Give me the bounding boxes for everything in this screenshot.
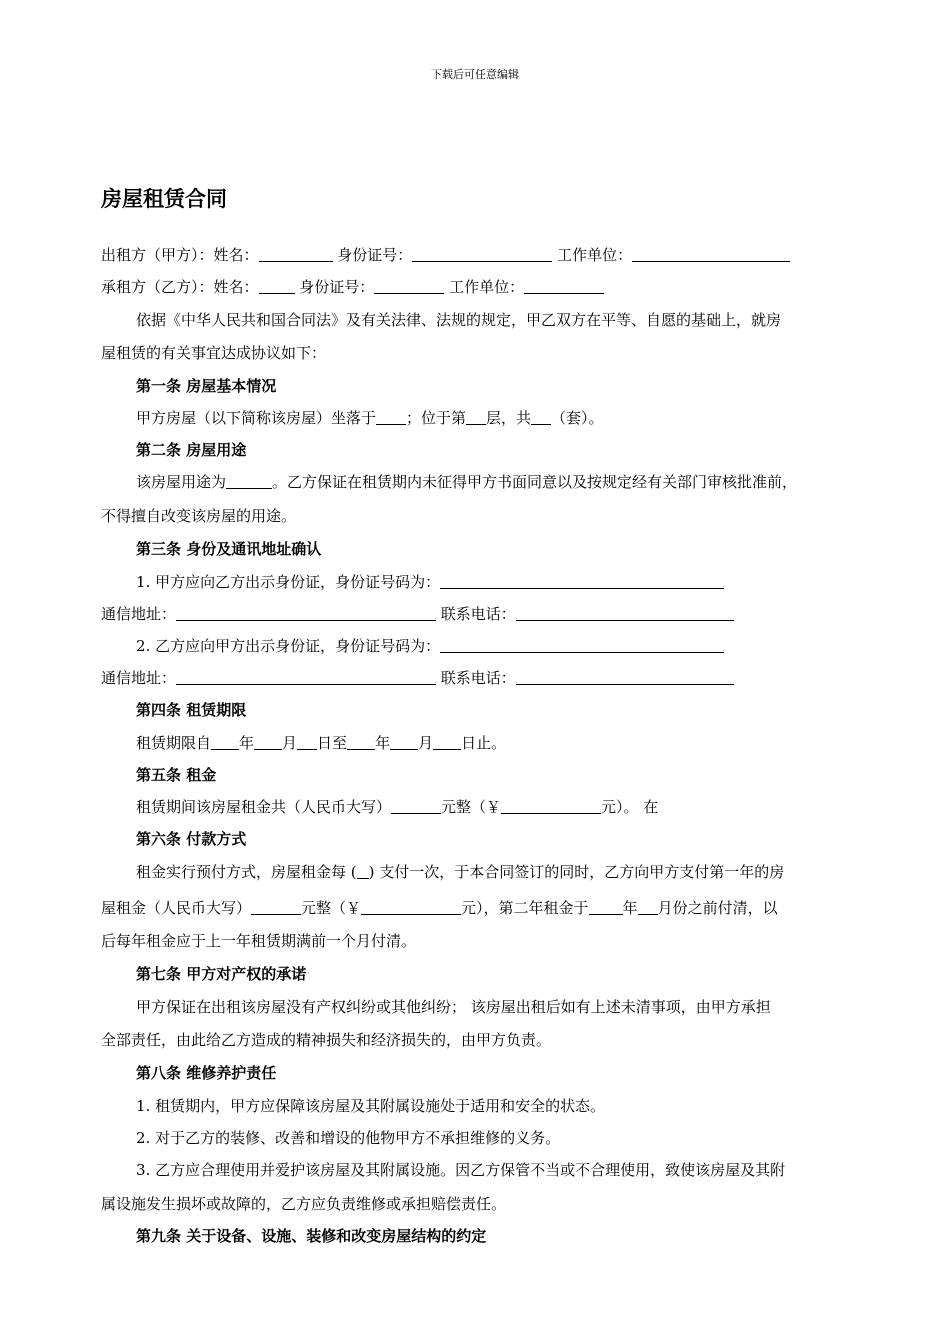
rent-amount-blank[interactable] (501, 797, 601, 814)
article-1-title: 第一条 房屋基本情况 (136, 377, 277, 395)
article-3-b-contact: 通信地址： 联系电话： (101, 667, 734, 689)
party-b-line: 承租方（乙方）：姓名： 身份证号： 工作单位： (101, 276, 604, 298)
article-8-item-3-cont: 属设施发生损坏或故障的，乙方应负责维修或承担赔偿责任。 (101, 1195, 507, 1213)
article-8-title: 第八条 维修养护责任 (136, 1064, 277, 1082)
usage-blank[interactable] (226, 472, 272, 489)
location-blank[interactable] (376, 408, 406, 425)
article-1-text: 甲方房屋（以下简称该房屋）坐落于 ；位于第 层，共 （套）。 (136, 409, 604, 427)
party-a-name-blank[interactable] (259, 245, 333, 262)
party-b-address-blank[interactable] (176, 668, 436, 685)
article-6-line-1: 租金实行预付方式，房屋租金每 ( ) 支付一次，于本合同签订的同时，乙方向甲方支付第一年的房 (136, 863, 785, 881)
article-3-a-contact: 通信地址： 联系电话： (101, 603, 734, 625)
pay-period-blank[interactable] (357, 862, 369, 879)
party-a-phone-blank[interactable] (516, 604, 734, 621)
article-8-item-2: 2. 对于乙方的装修、改善和增设的他物甲方不承担维修的义务。 (136, 1129, 561, 1147)
article-3-a-id: 1. 甲方应向乙方出示身份证，身份证号码为： (136, 571, 724, 593)
article-4-text: 租赁期限自 年 月 日至 年 月 日止。 (136, 734, 507, 752)
intro-line-1: 依据《中华人民共和国合同法》及有关法律、法规的规定，甲乙双方在平等、自愿的基础上，就房 (136, 311, 782, 329)
party-b-name-blank[interactable] (259, 277, 295, 294)
article-8-item-3: 3. 乙方应合理使用并爱护该房屋及其附属设施。因乙方保管不当或不合理使用，致使该房屋及其附 (136, 1161, 786, 1179)
page-header: 下载后可任意编辑 (431, 68, 519, 81)
article-2-title: 第二条 房屋用途 (136, 441, 247, 459)
article-6-title: 第六条 付款方式 (136, 830, 247, 848)
article-5-text: 租赁期间该房屋租金共（人民币大写） 元整（￥ 元）。 在 (136, 798, 659, 816)
article-6-line-2: 屋租金（人民币大写） 元整（￥ 元），第二年租金于 年 月份之前付清，以 (101, 899, 778, 917)
units-blank[interactable] (531, 408, 551, 425)
article-2-text-2: 不得擅自改变该房屋的用途。 (101, 507, 297, 525)
article-6-line-3: 后每年租金应于上一年租赁期满前一个月付清。 (101, 932, 417, 950)
article-2-text: 该房屋用途为 。乙方保证在租赁期内未征得甲方书面同意以及按规定经有关部门审核批准前， (136, 473, 798, 491)
document-title: 房屋租赁合同 (101, 187, 227, 211)
party-a-line: 出租方（甲方）：姓名： 身份证号： 工作单位： (101, 244, 790, 266)
floor-blank[interactable] (466, 408, 486, 425)
party-a-work-blank[interactable] (632, 245, 790, 262)
rent-words-blank[interactable] (391, 797, 441, 814)
article-4-title: 第四条 租赁期限 (136, 701, 247, 719)
party-a-id-blank[interactable] (412, 245, 552, 262)
party-b-work-blank[interactable] (524, 277, 604, 294)
article-3-title: 第三条 身份及通讯地址确认 (136, 540, 322, 558)
party-b-id-blank[interactable] (374, 277, 444, 294)
article-7-line-1: 甲方保证在出租该房屋没有产权纠纷或其他纠纷； 该房屋出租后如有上述未清事项，由甲方承担 (136, 998, 771, 1016)
article-8-item-1: 1. 租赁期内，甲方应保障该房屋及其附属设施处于适用和安全的状态。 (136, 1097, 606, 1115)
article-3-b-id: 2. 乙方应向甲方出示身份证，身份证号码为： (136, 635, 724, 657)
article-9-title: 第九条 关于设备、设施、装修和改变房屋结构的约定 (136, 1227, 487, 1245)
intro-line-2: 屋租赁的有关事宜达成协议如下： (101, 344, 327, 362)
article-7-line-2: 全部责任，由此给乙方造成的精神损失和经济损失的，由甲方负责。 (101, 1031, 552, 1049)
party-a-id-number-blank[interactable] (440, 572, 724, 589)
party-a-address-blank[interactable] (176, 604, 436, 621)
party-b-phone-blank[interactable] (516, 668, 734, 685)
party-b-id-number-blank[interactable] (440, 636, 724, 653)
article-7-title: 第七条 甲方对产权的承诺 (136, 965, 307, 983)
article-5-title: 第五条 租金 (136, 766, 217, 784)
